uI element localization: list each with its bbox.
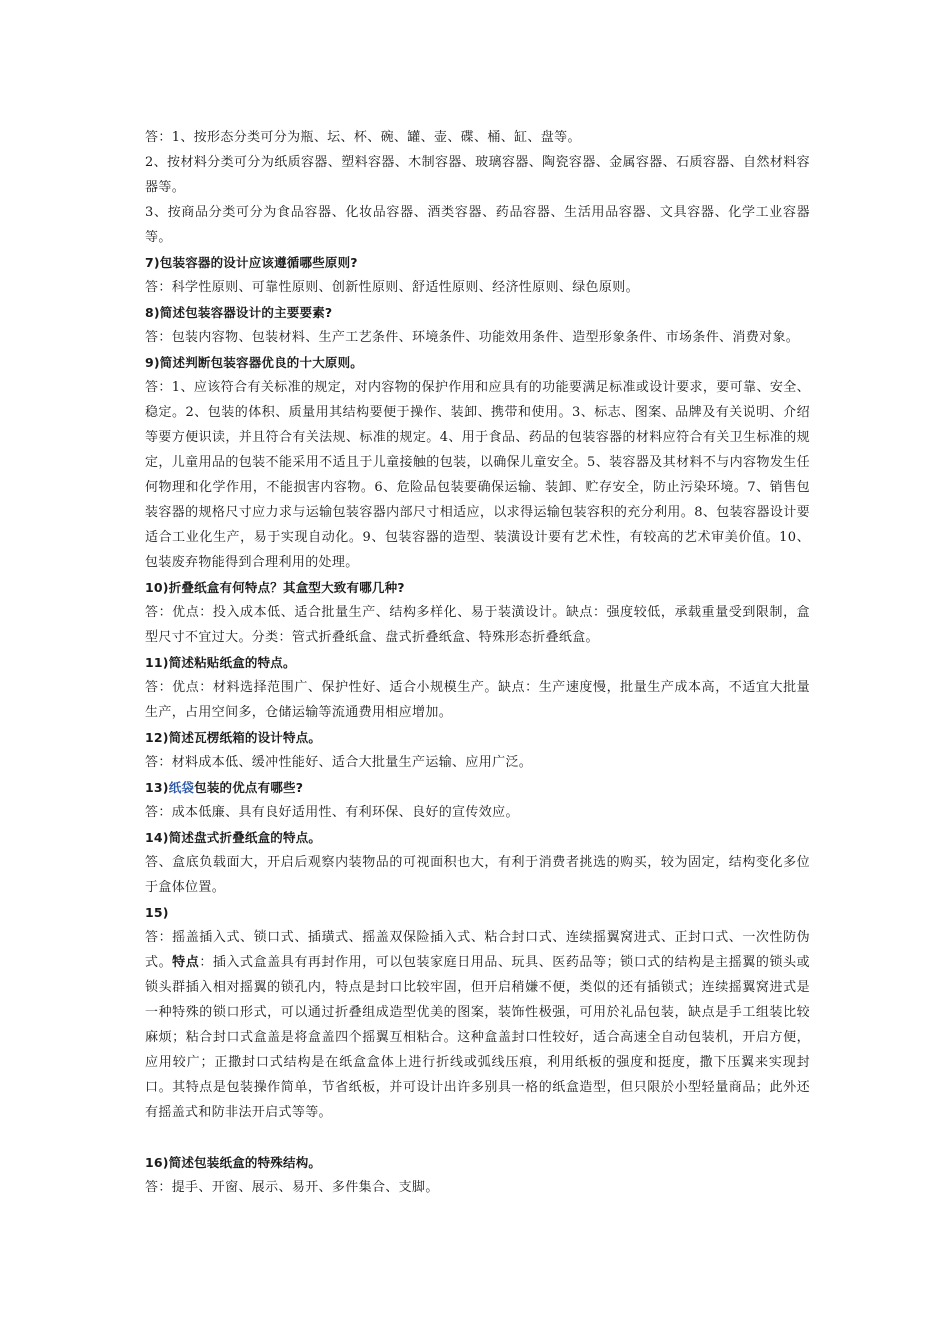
- question-13-prefix: 13): [145, 780, 169, 795]
- answer-15-start: 答：摇盖插入式、锁口式、插璜式、摇盖双保险插入式、粘合封口式、连续摇翼窝进式、正封口式、一次性防伪式。: [145, 930, 810, 970]
- answer-11: 答：优点：材料选择范围广、保护性好、适合小规模生产。缺点：生产速度慢，批量生产成本高，不适宜大批量生产，占用空间多，仓储运输等流通费用相应增加。: [145, 680, 810, 720]
- answer-15-bold-label: 特点: [172, 955, 200, 970]
- question-16: 16)简述包装纸盒的特殊结构。: [145, 1155, 322, 1170]
- question-13: [145, 775, 810, 800]
- paper-bag-link[interactable]: 纸袋: [168, 780, 195, 795]
- question-9: 9)简述判断包装容器优良的十大原则。: [145, 355, 364, 370]
- answer-12: 答：材料成本低、缓冲性能好、适合大批量生产运输、应用广泛。: [145, 755, 533, 770]
- answer-line-1: 答：1、按形态分类可分为瓶、坛、杯、碗、罐、壶、碟、桶、缸、盘等。: [145, 130, 581, 145]
- document-page: [145, 125, 810, 1200]
- question-8: 8)简述包装容器设计的主要要素?: [145, 305, 333, 320]
- question-7: 7)包装容器的设计应该遵循哪些原则?: [145, 255, 358, 270]
- answer-14: 答、盒底负载面大，开启后观察内装物品的可视面积也大，有利于消费者挑选的购买，较为固定，结构变化多位于盒体位置。: [145, 855, 810, 895]
- answer-10: 答：优点：投入成本低、适合批量生产、结构多样化、易于装潢设计。缺点：强度较低，承载重量受到限制，盒型尺寸不宜过大。分类：管式折叠纸盒、盘式折叠纸盒、特殊形态折叠纸盒。: [145, 605, 810, 645]
- question-12: 12)简述瓦楞纸箱的设计特点。: [145, 730, 322, 745]
- answer-line-2: 2、按材料分类可分为纸质容器、塑料容器、木制容器、玻璃容器、陶瓷容器、金属容器、石质容器、自然材料容器等。: [145, 155, 810, 195]
- answer-15: [145, 925, 810, 1125]
- answer-9: 答：1、应该符合有关标准的规定，对内容物的保护作用和应具有的功能要满足标准或设计要求，要可靠、安全、稳定。2、包装的体积、质量用其结构要便于操作、装卸、携带和使用。3、标志、图案、品牌及有关说明、介绍等要方便识读，并且符合有关法规、标准的规定。4、用于食品、药品的包装容器的材料应符合有关卫生标准的规定，儿童用品的包装不能采用不适且于儿童接触的包装，以确保儿童安全。5、装容器及其材料不与内容物发生任何物理和化学作用，不能损害内容物。6、危险品包装要确保运输、装卸、贮存安全，防止污染环境。7、销售包装容器的规格尺寸应力求与运输包装容器内部尺寸相适应，以求得运输包装容积的充分利用。8、包装容器设计要适合工业化生产，易于实现自动化。9、包装容器的造型、装潢设计要有艺术性，有较高的艺术审美价值。10、包装废弃物能得到合理利用的处理。: [145, 380, 810, 570]
- answer-16: 答：提手、开窗、展示、易开、多件集合、支脚。: [145, 1180, 439, 1195]
- question-14: 14)简述盘式折叠纸盒的特点。: [145, 830, 322, 845]
- question-15: 15): [145, 905, 169, 920]
- answer-15-rest: ：插入式盒盖具有再封作用，可以包装家庭日用品、玩具、医药品等；锁口式的结构是主摇翼的锁头或锁头群插入相对摇翼的锁孔内，特点是封口比较牢固，但开启稍嫌不便，类似的还有插锁式；连续摇翼窝进式是一种特殊的锁口形式，可以通过折叠组成造型优美的图案，装饰性极强，可用於礼品包装，缺点是手工组装比较麻烦；粘合封口式盒盖是将盒盖四个摇翼互相粘合。这种盒盖封口性较好，适合高速全自动包装机，开启方便，应用较广；正撒封口式结构是在纸盒盒体上进行折线或弧线压痕，利用纸板的强度和挺度，撒下压翼来实现封口。其特点是包装操作简单，节省纸板，并可设计出许多别具一格的纸盒造型，但只限於小型轻量商品；此外还有摇盖式和防非法开启式等等。: [145, 955, 810, 1120]
- question-13-suffix: 包装的优点有哪些?: [194, 780, 304, 795]
- question-11: 11)简述粘贴纸盒的特点。: [145, 655, 296, 670]
- answer-7: 答：科学性原则、可靠性原则、创新性原则、舒适性原则、经济性原则、绿色原则。: [145, 280, 639, 295]
- blank-line: [145, 1125, 810, 1150]
- answer-line-3: 3、按商品分类可分为食品容器、化妆品容器、酒类容器、药品容器、生活用品容器、文具容器、化学工业容器等。: [145, 205, 810, 245]
- question-10: 10)折叠纸盒有何特点？其盒型大致有哪几种?: [145, 580, 405, 595]
- answer-8: 答：包装内容物、包装材料、生产工艺条件、环境条件、功能效用条件、造型形象条件、市场条件、消费对象。: [145, 330, 800, 345]
- answer-13: 答：成本低廉、具有良好适用性、有利环保、良好的宣传效应。: [145, 805, 519, 820]
